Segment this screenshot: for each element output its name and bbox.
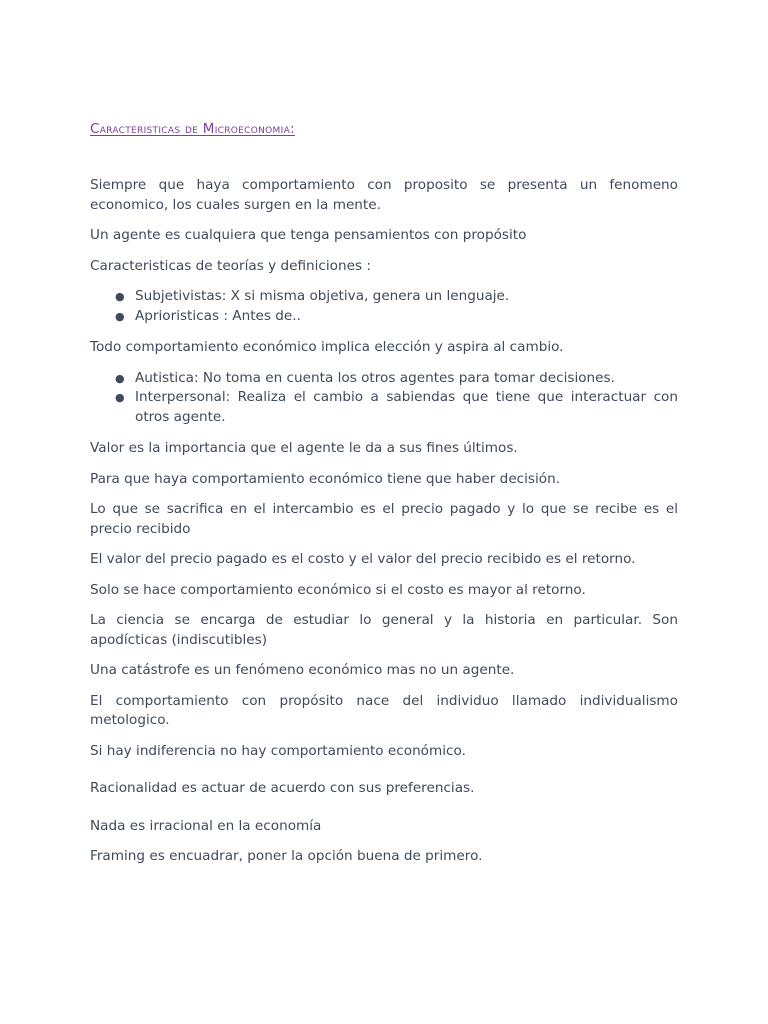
paragraph: Una catástrofe es un fenómeno económico mas no un agente.: [90, 662, 515, 678]
list-item: [115, 388, 678, 427]
document-page: [90, 118, 678, 878]
list-item-text: Interpersonal: Realiza el cambio a sabiendas que tiene que interactuar con otros agente.: [135, 389, 678, 425]
paragraph: Lo que se sacrifica en el intercambio es el precio pagado y lo que se recibe es el precio recibido: [90, 501, 678, 537]
paragraph: Framing es encuadrar, poner la opción buena de primero.: [90, 848, 483, 864]
paragraph: Siempre que haya comportamiento con proposito se presenta un fenomeno economico, los cuales surgen en la mente.: [90, 177, 678, 213]
list-item-text: Aprioristicas : Antes de..: [135, 307, 301, 324]
list-item-text: Subjetivistas: X si misma objetiva, genera un lenguaje.: [135, 288, 510, 304]
document-title: Caracteristicas de Microeconomia:: [90, 121, 295, 137]
bullet-list: [90, 287, 678, 326]
list-item: [115, 307, 678, 327]
paragraph: Todo comportamiento económico implica elección y aspira al cambio.: [90, 339, 564, 355]
paragraph: Valor es la importancia que el agente le da a sus fines últimos.: [90, 440, 518, 456]
list-item-text: Autistica: No toma en cuenta los otros agentes para tomar decisiones.: [135, 369, 615, 386]
bullet-list: [90, 369, 678, 428]
bullet-icon: ●: [115, 371, 125, 385]
paragraph: Un agente es cualquiera que tenga pensamientos con propósito: [90, 227, 527, 243]
paragraph: La ciencia se encarga de estudiar lo general y la historia en particular. Son apodícticas (indiscutibles): [90, 612, 678, 648]
paragraph: Racionalidad es actuar de acuerdo con sus preferencias.: [90, 780, 475, 796]
paragraph: El valor del precio pagado es el costo y el valor del precio recibido es el retorno.: [90, 551, 636, 567]
paragraph: El comportamiento con propósito nace del individuo llamado individualismo metologico.: [90, 692, 678, 728]
document-body: [90, 176, 678, 867]
paragraph: Caracteristicas de teorías y definiciones :: [90, 257, 371, 274]
paragraph: Nada es irracional en la economía: [90, 817, 322, 834]
paragraph: Solo se hace comportamiento económico si el costo es mayor al retorno.: [90, 581, 586, 598]
list-item: [115, 369, 678, 389]
bullet-icon: ●: [115, 309, 125, 323]
bullet-icon: ●: [115, 290, 125, 303]
paragraph: Para que haya comportamiento económico tiene que haber decisión.: [90, 470, 561, 487]
bullet-icon: ●: [115, 391, 125, 404]
paragraph: Si hay indiferencia no hay comportamiento económico.: [90, 742, 466, 759]
list-item: [115, 287, 678, 307]
